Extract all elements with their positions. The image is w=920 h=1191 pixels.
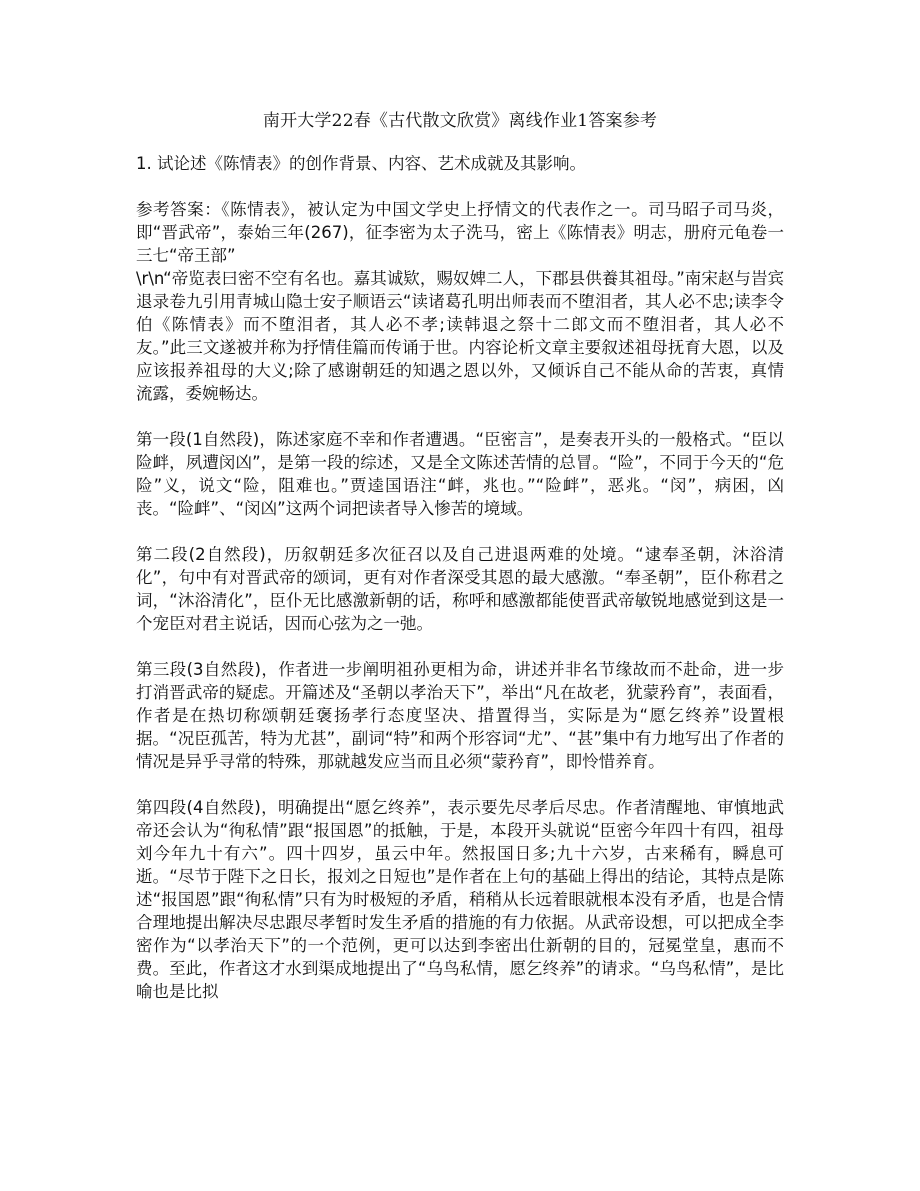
document-body (136, 152, 784, 1026)
paragraph-analysis-1: 第一段(1自然段)，陈述家庭不幸和作者遭遇。“臣密言”，是奏表开头的一般格式。“臣以险衅，夙遭闵凶”，是第一段的综述，又是全文陈述苦情的总冒。“险”，不同于今天的“危险”义，说文“险，阻难也。”贾逵国语注“衅，兆也。”“险衅”，恶兆。“闵”，病困，凶丧。“险衅”、“闵凶”这两个词把读者导入惨苦的境域。 (136, 430, 784, 518)
paragraph-analysis-2: 第二段(2自然段)，历叙朝廷多次征召以及自己进退两难的处境。“逮奉圣朝，沐浴清化”，句中有对晋武帝的颂词，更有对作者深受其恩的最大感激。“奉圣朝”，臣仆称君之词，“沐浴清化”，臣仆无比感激新朝的话，称呼和感激都能使晋武帝敏锐地感觉到这是一个宠臣对君主说话，因而心弦为之一弛。 (136, 545, 784, 633)
question-text: 1. 试论述《陈情表》的创作背景、内容、艺术成就及其影响。 (136, 154, 586, 173)
paragraph-analysis-3: 第三段(3自然段)，作者进一步阐明祖孙更相为命，讲述并非名节缘故而不赴命，进一步打消晋武帝的疑虑。开篇述及“圣朝以孝治天下”，举出“凡在故老，犹蒙矜育”，表面看，作者是在热切称颂朝廷褒扬孝行态度坚决、措置得当，实际是为“愿乞终养”设置根据。“况臣孤苦，特为尤甚”，副词“特”和两个形容词“尤”、“甚”集中有力地写出了作者的情况是异乎寻常的特殊，那就越发应当而且必须“蒙矜育”，即怜惜养育。 (136, 660, 784, 771)
paragraph-analysis-4: 第四段(4自然段)，明确提出“愿乞终养”，表示要先尽孝后尽忠。作者清醒地、审慎地武帝还会认为“徇私情”跟“报国恩”的抵触，于是，本段开头就说“臣密今年四十有四，祖母刘今年九十有六”。四十四岁，虽云中年。然报国日多;九十六岁，古来稀有，瞬息可逝。“尽节于陛下之日长，报刘之日短也”是作者在上句的基础上得出的结论，其特点是陈述“报国恩”跟“徇私情”只有为时极短的矛盾，稍稍从长远着眼就根本没有矛盾，也是合情合理地提出解决尽忠跟尽孝暂时发生矛盾的措施的有力依据。从武帝设想，可以把成全李密作为“以孝治天下”的一个范例，更可以达到李密出仕新朝的目的，冠冕堂皇，惠而不费。至此，作者这才水到渠成地提出了“乌鸟私情，愿乞终养”的请求。“乌鸟私情”，是比喻也是比拟 (136, 798, 784, 1001)
answer-quote-paragraph: \r\n“帝览表曰密不空有名也。嘉其诚欵，赐奴婢二人，下郡县供養其祖母。”南宋赵与旹宾退录卷九引用青城山隐士安子顺语云“读诸葛孔明出师表而不堕泪者，其人必不忠;读李令伯《陈情表》而不堕泪者，其人必不孝;读韩退之祭十二郎文而不堕泪者，其人必不友。”此三文遂被并称为抒情佳篇而传诵于世。内容论析文章主要叙述祖母抚育大恩，以及应该报养祖母的大义;除了感谢朝廷的知遇之恩以外，又倾诉自己不能从命的苦衷，真情流露，委婉畅达。 (136, 269, 784, 403)
answer-intro: 参考答案：《陈情表》，被认定为中国文学史上抒情文的代表作之一。司马昭子司马炎，即“晋武帝”，泰始三年(267)，征李密为太子洗马，密上《陈情表》明志，册府元龟卷一三七“帝王部” (136, 200, 784, 265)
page-title: 南开大学22春《古代散文欣赏》离线作业1答案参考 (262, 111, 658, 131)
